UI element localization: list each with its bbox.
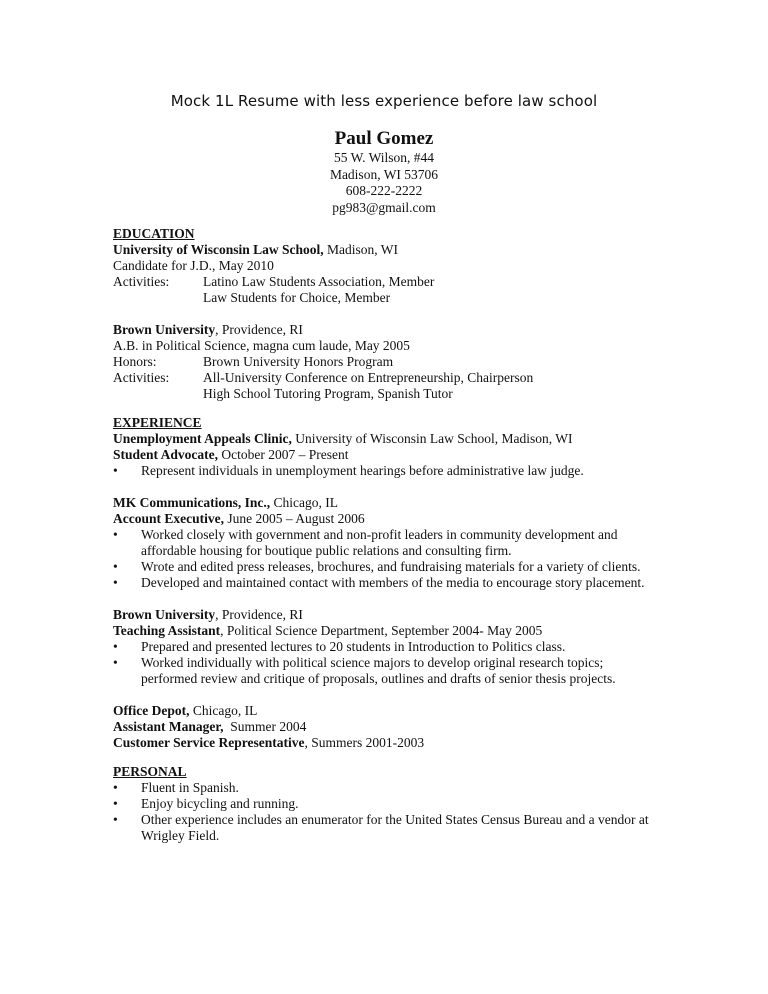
degree-line: Candidate for J.D., May 2010 xyxy=(113,258,274,273)
bullet-icon: • xyxy=(113,655,118,670)
job-dates: , Summers 2001-2003 xyxy=(304,735,425,750)
address-line-1: 55 W. Wilson, #44 xyxy=(333,150,435,165)
personal-heading: PERSONAL xyxy=(113,764,187,779)
bullet-icon: • xyxy=(113,463,118,478)
activity-item: All-University Conference on Entrepreneurship, Chairperson xyxy=(203,370,534,385)
activity-item: Latino Law Students Association, Member xyxy=(203,274,435,289)
activity-item: Law Students for Choice, Member xyxy=(203,290,391,305)
list-item: • Represent individuals in unemployment hearings before administrative law judge. xyxy=(113,463,584,478)
bullet-icon: • xyxy=(113,575,118,590)
list-item: • Wrote and edited press releases, brochures, and fundraising materials for a variety of clients. xyxy=(113,559,641,574)
education-heading: EDUCATION xyxy=(113,226,195,241)
honors-label: Honors: xyxy=(113,354,157,369)
email-address: pg983@gmail.com xyxy=(332,199,436,215)
honors-item: Brown University Honors Program xyxy=(203,354,394,369)
school-location: Madison, WI xyxy=(323,242,399,257)
bullet-icon: • xyxy=(113,780,118,795)
job-dates: October 2007 – Present xyxy=(218,447,349,462)
experience-entry-clinic xyxy=(113,431,658,479)
education-entry-brown xyxy=(113,322,658,402)
personal-list xyxy=(113,780,658,844)
employer-location: University of Wisconsin Law School, Madison, WI xyxy=(291,431,573,446)
resume-body xyxy=(113,226,658,844)
experience-entry-brown xyxy=(113,607,658,687)
experience-heading: EXPERIENCE xyxy=(113,415,202,430)
job-title: Customer Service Representative xyxy=(113,735,305,750)
activity-item: High School Tutoring Program, Spanish Tutor xyxy=(203,386,453,401)
bullet-icon: • xyxy=(113,639,118,654)
list-item: • Worked individually with political science majors to develop original research topics; performed review and critique of proposals, outlines and drafts of senior thesis projects. xyxy=(113,655,616,686)
phone-number: 608-222-2222 xyxy=(345,183,423,198)
employer-name: Brown University xyxy=(113,607,216,622)
school-location: , Providence, RI xyxy=(215,322,303,337)
school-name: University of Wisconsin Law School, xyxy=(113,242,324,257)
list-item: • Worked closely with government and non-profit leaders in community development and affordable housing for boutique public relations and consulting firm. xyxy=(113,527,618,558)
education-entry-uw xyxy=(113,242,658,306)
job-dates: June 2005 – August 2006 xyxy=(223,511,365,526)
employer-location: , Providence, RI xyxy=(215,607,303,622)
list-item: • Developed and maintained contact with members of the media to encourage story placement. xyxy=(113,575,645,590)
employer-name: Office Depot, xyxy=(113,703,190,718)
activities-label: Activities: xyxy=(113,274,170,289)
bullet-icon: • xyxy=(113,796,118,811)
bullet-icon: • xyxy=(113,812,118,827)
candidate-name: Paul Gomez xyxy=(334,128,434,149)
bullet-icon: • xyxy=(113,527,118,542)
contact-block xyxy=(0,128,768,216)
experience-entry-mk xyxy=(113,495,658,591)
activities-label: Activities: xyxy=(113,370,170,385)
employer-name: Unemployment Appeals Clinic, xyxy=(113,431,292,446)
employer-location: Chicago, IL xyxy=(189,703,258,718)
employer-name: MK Communications, Inc., xyxy=(113,495,271,510)
bullet-icon: • xyxy=(113,559,118,574)
job-title: Teaching Assistant xyxy=(113,623,221,638)
address-line-2: Madison, WI 53706 xyxy=(329,166,439,182)
job-title: Account Executive, xyxy=(113,511,224,526)
school-name: Brown University xyxy=(113,322,216,337)
employer-location: Chicago, IL xyxy=(270,495,338,510)
list-item: • Other experience includes an enumerator for the United States Census Bureau and a vendor at Wrigley Field. xyxy=(113,812,649,843)
list-item: • Enjoy bicycling and running. xyxy=(113,796,299,811)
list-item: • Fluent in Spanish. xyxy=(113,780,239,795)
experience-entry-office-depot xyxy=(113,703,658,751)
job-title: Assistant Manager, xyxy=(113,719,224,734)
job-dates: , Political Science Department, September 2004- May 2005 xyxy=(220,623,543,638)
job-title: Student Advocate, xyxy=(113,447,219,462)
job-dates: Summer 2004 xyxy=(223,719,307,734)
degree-line: A.B. in Political Science, magna cum laude, May 2005 xyxy=(113,338,410,353)
list-item: • Prepared and presented lectures to 20 students in Introduction to Politics class. xyxy=(113,639,566,654)
document-heading: Mock 1L Resume with less experience before law school xyxy=(170,92,598,110)
